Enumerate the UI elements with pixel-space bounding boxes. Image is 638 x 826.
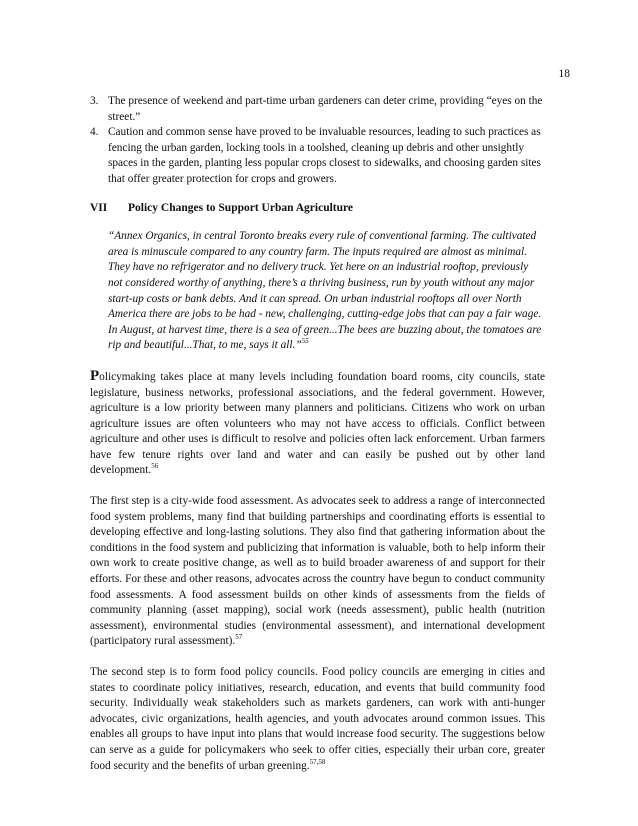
numbered-list [90,94,545,188]
footnote-marker: 55 [301,337,309,346]
footnote-marker: 57 [235,633,243,642]
paragraph-text: The first step is a city-wide food assessment. As advocates seek to address a range of interconnected food system problems, many find that building partnerships and coordinating efforts is essential to developing effective and long-lasting solutions. They also find that gathering information about the conditions in the food system and publicizing that information is valuable, both to help inform their own work to create positive change, as well as to build broader awareness of and support for their efforts. For these and other reasons, advocates across the country have begun to conduct community food assessments. A food assessment builds on other kinds of assessments from the fields of community planning (asset mapping), social work (needs assessment), public health (nutrition assessment), environmental studies (environmental assessment), and international development (participatory rural assessment). [90,495,545,648]
page-number: 18 [558,68,570,80]
list-item [90,94,545,125]
paragraph-second-step [90,665,545,774]
list-item-text: The presence of weekend and part-time urban gardeners can deter crime, providing “eyes on the street.” [108,95,543,123]
block-quote [108,229,543,354]
drop-initial: P [90,367,100,384]
page-content [90,94,545,774]
section-heading [90,201,545,217]
section-title: Policy Changes to Support Urban Agriculture [128,201,354,214]
paragraph-text: The second step is to form food policy councils. Food policy councils are emerging in cities and states to coordinate policy initiatives, research, education, and events that build community food security. Individually weak stakeholders such as markets gardeners, can work with anti-hunger advocates, civic organizations, health agencies, and youth advocates around common issues. This enables all groups to have input into plans that would increase food security. The suggestions below can serve as a guide for policymakers who seek to offer cities, especially their urban core, greater food security and the benefits of urban greening. [90,666,545,772]
footnote-marker: 56 [151,462,159,471]
list-item-number: 4. [90,126,99,139]
quote-text: “Annex Organics, in central Toronto breaks every rule of conventional farming. The cultivated area is minuscule compared to any country farm. The inputs required are almost as minimal. They have no refrigerator and no delivery truck. Yet here on an industrial rooftop, previously not considered worthy of anything, there’s a thriving business, run by youth without any major start-up costs or bank debts. And it can spread. On urban industrial rooftops all over North America there are jobs to be had - new, challenging, cutting-edge jobs that can pay a fair wage. In August, at harvest time, there is a sea of green...The bees are buzzing about, the tomatoes are rip and beautiful...That, to me, says it all.” [108,230,542,352]
list-item [90,125,545,187]
footnote-marker: 57,58 [309,757,326,766]
section-number: VII [90,201,108,214]
paragraph-first-step [90,494,545,650]
paragraph-policymaking [90,369,545,479]
paragraph-text: olicymaking takes place at many levels including foundation board rooms, city councils, state legislature, business networks, professional associations, and the federal government. However, agriculture is a low priority between many planners and politicians. Citizens who work on urban agriculture issues are often volunteers who may not have access to officials. Conflict between agriculture and other uses is difficult to resolve and policies often lack enforcement. Urban farmers have few tenure rights over land and water and can easily be pushed out by other land development. [90,370,545,477]
list-item-number: 3. [90,95,99,107]
list-item-text: Caution and common sense have proved to be invaluable resources, leading to such practices as fencing the urban garden, locking tools in a toolshed, cleaning up debris and other unsightly spaces in the garden, planting less popular crops closest to sidewalks, and choosing garden sites that offer greater protection for crops and growers. [108,126,541,185]
